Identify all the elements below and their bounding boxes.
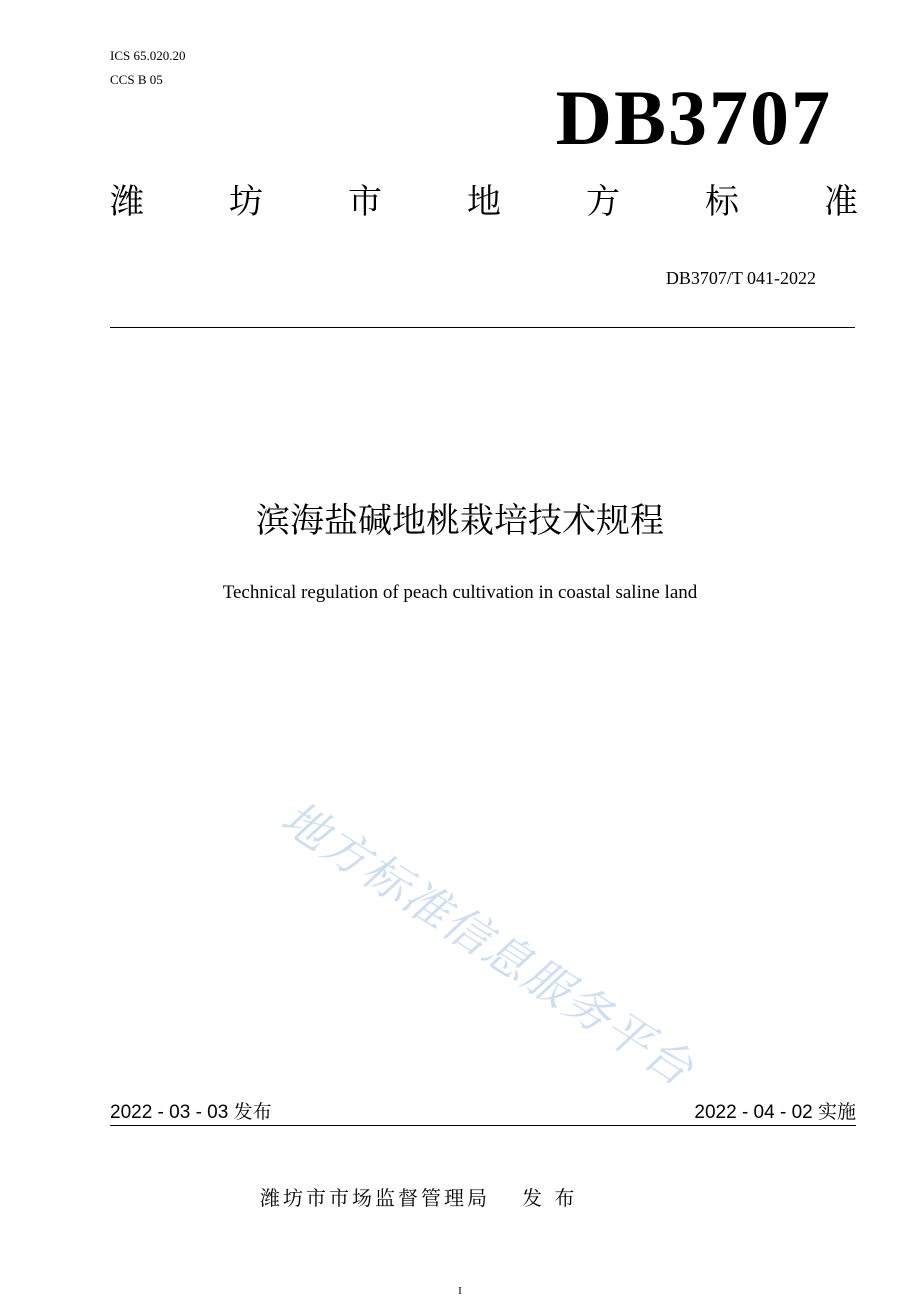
standard-type-char: 潍 [110, 182, 144, 222]
ics-code: ICS 65.020.20 [110, 48, 186, 63]
ccs-code: CCS B 05 [110, 72, 163, 87]
publish-action: 发 布 [522, 1186, 578, 1210]
date-row [110, 1100, 856, 1126]
document-title-chinese: 滨海盐碱地桃栽培技术规程 [256, 501, 664, 541]
release-date: 2022 - 03 - 03 发布 [110, 1102, 272, 1123]
watermark: 地方标准信息服务平台 [271, 790, 704, 1097]
standard-type-char: 标 [705, 182, 739, 222]
document-title-english: Technical regulation of peach cultivation in coastal saline land [222, 582, 698, 603]
standard-type-char: 地 [467, 182, 501, 222]
standard-type-char: 准 [824, 182, 858, 222]
standard-type-heading [110, 180, 858, 224]
page-number: I [458, 1285, 462, 1297]
standard-type-char: 方 [586, 182, 620, 222]
standard-number: DB3707/T 041-2022 [665, 268, 816, 288]
implementation-date: 2022 - 04 - 02 实施 [694, 1102, 856, 1123]
standard-type-char: 市 [348, 182, 382, 222]
standard-code-logo: DB3707 [555, 74, 832, 161]
publisher-line [260, 1184, 577, 1212]
standard-type-char: 坊 [229, 182, 263, 222]
publisher-name: 潍坊市市场监督管理局 [260, 1186, 490, 1210]
date-divider [110, 1125, 856, 1126]
header-divider [110, 327, 855, 328]
